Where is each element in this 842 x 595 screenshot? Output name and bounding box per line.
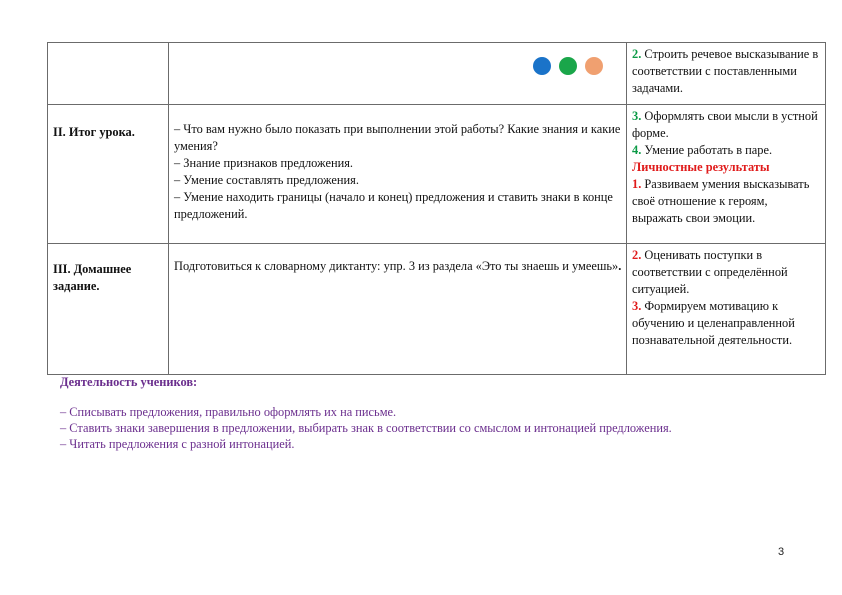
content-cell <box>169 244 627 375</box>
green-circle-icon <box>559 57 577 75</box>
activity-item: – Ставить знаки завершения в предложении, выбирать знак в соответствии со смыслом и интонацией предложения. <box>60 421 672 435</box>
content-line: Подготовиться к словарному диктанту: упр. 3 из раздела «Это ты знаешь и умеешь». <box>174 259 622 273</box>
personal-results-heading: Личностные результаты <box>632 160 770 174</box>
activity-item: – Списывать предложения, правильно оформлять их на письме. <box>60 405 397 419</box>
results-cell <box>627 105 826 244</box>
orange-circle-icon <box>585 57 603 75</box>
table-row <box>48 105 826 244</box>
stage-cell <box>48 43 169 105</box>
results-cell <box>627 43 826 105</box>
result-item: 4. Умение работать в паре. <box>632 143 773 157</box>
stage-cell <box>48 105 169 244</box>
result-item: 3. Оформлять свои мысли в устной форме. <box>632 109 818 140</box>
lesson-table <box>47 42 826 375</box>
stage-cell <box>48 244 169 375</box>
stage-title: II. Итог урока. <box>53 125 135 139</box>
stage-title: III. Домашнее задание. <box>53 262 132 293</box>
content-line: – Что вам нужно было показать при выполнении этой работы? Какие знания и какие умения? <box>174 122 621 153</box>
table-row <box>48 244 826 375</box>
result-item: 2. Строить речевое высказывание в соответствии с поставленными задачами. <box>632 47 819 95</box>
student-activity <box>60 374 820 452</box>
result-item: 1. Развиваем умения высказывать своё отношение к героям, выражать свои эмоции. <box>632 177 810 225</box>
content-cell <box>169 43 627 105</box>
result-item: 2. Оценивать поступки в соответствии с определённой ситуацией. <box>632 248 788 296</box>
content-line: – Умение находить границы (начало и конец) предложения и ставить знаки в конце предложений. <box>174 190 613 221</box>
table-row <box>48 43 826 105</box>
content-cell <box>169 105 627 244</box>
result-item: 3. Формируем мотивацию к обучению и целенаправленной познавательной деятельности. <box>632 299 795 347</box>
activity-title: Деятельность учеников: <box>60 375 198 389</box>
page-number: 3 <box>778 546 785 558</box>
content-line: – Знание признаков предложения. <box>174 156 353 170</box>
activity-item: – Читать предложения с разной интонацией. <box>60 437 295 451</box>
content-line: – Умение составлять предложения. <box>174 173 359 187</box>
traffic-dots <box>174 46 622 102</box>
results-cell <box>627 244 826 375</box>
blue-circle-icon <box>533 57 551 75</box>
